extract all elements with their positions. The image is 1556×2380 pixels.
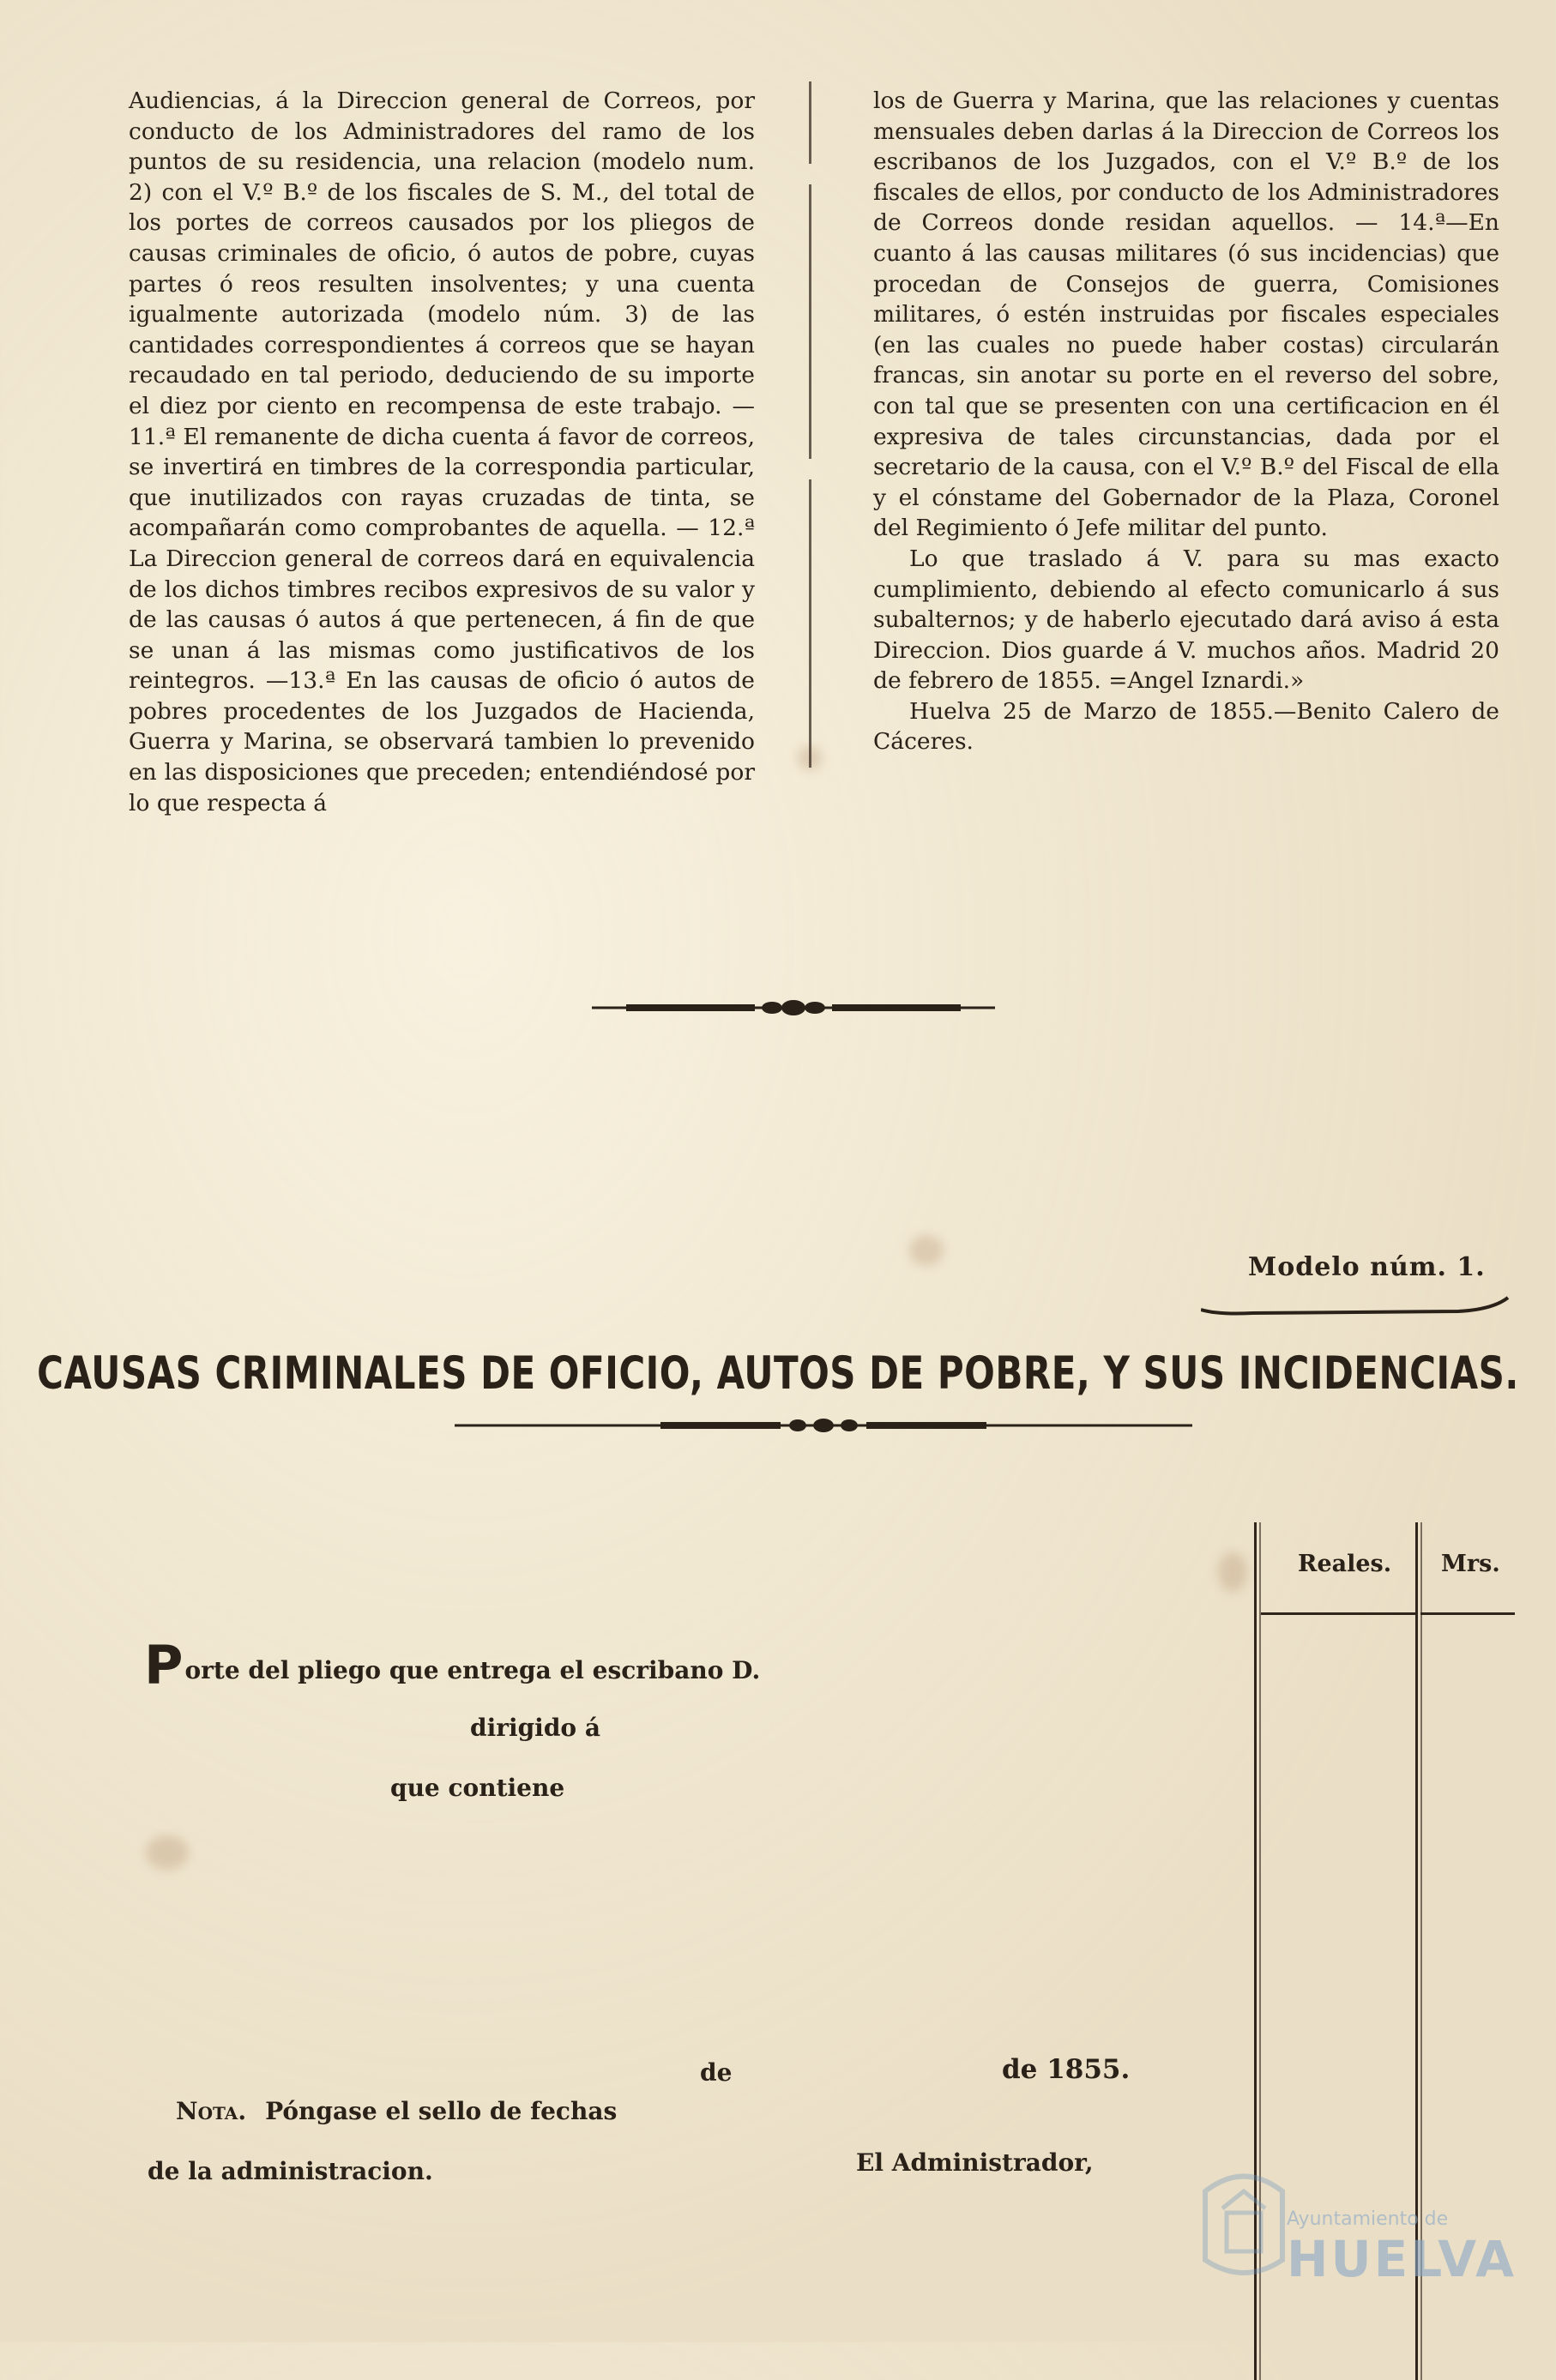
right-paragraph-1: los de Guerra y Marina, que las relaciones y cuentas mensuales deben darlas á la Direccion de Correos los escribanos de los Juzgados, con el V.º B.º de los fiscales de ellos, por conducto de los Administradores de Correos donde residan aquellos. — 14.ª—En cuanto á las causas militares (ó sus incidencias) que procedan de Consejos de guerra, Comisiones militares, ó estén instruidas por fiscales especiales (en las cuales no puede haber costas) circularán francas, sin anotar su porte en el reverso del sobre, con tal que se presenten con una certificacion en él expresiva de tales circunstancias, dada por el secretario de la causa, con el V.º B.º del Fiscal de ella y el cónstame del Gobernador de la Plaza, Coronel del Regimiento ó Jefe militar del punto. [873, 87, 1499, 542]
left-text-column [129, 86, 755, 818]
mrs-header-rule [1420, 1612, 1515, 1615]
ornamental-rule [592, 995, 995, 1021]
form-line-porte-text: orte del pliego que entrega el escribano D. [184, 1656, 761, 1684]
right-paragraph-2: Lo que traslado á V. para su mas exacto cumplimiento, debiendo al efecto comunicarlo á sus subalternos; y de haberlo ejecutado dará aviso á esta Direccion. Dios guarde á V. muchos años. Madrid 20 de febrero de 1855. =Angel Iznardi.» [873, 545, 1499, 695]
nota-text-2: de la administracion. [148, 2157, 433, 2185]
mrs-column-header: Mrs. [1441, 1551, 1500, 1577]
right-text-column [873, 86, 1499, 757]
watermark-line-2: HUELVA [1287, 2230, 1517, 2288]
reales-column-header: Reales. [1298, 1551, 1392, 1577]
title-ornament [455, 1415, 1192, 1436]
drop-cap: P [144, 1634, 184, 1696]
administrador-signature-label: El Administrador, [856, 2148, 1094, 2177]
column-divider [809, 81, 811, 768]
form-line-dirigido: dirigido á [470, 1714, 600, 1742]
date-year: de 1855. [1002, 2054, 1131, 2085]
huelva-seal-icon [1197, 2166, 1291, 2286]
form-line-porte [144, 1634, 760, 1696]
watermark-line-1: Ayuntamiento de [1287, 2208, 1449, 2230]
nota-label: Nota. [176, 2097, 247, 2125]
date-de: de [700, 2058, 733, 2087]
form-line-contiene: que contiene [390, 1774, 565, 1802]
right-paragraph-3: Huelva 25 de Marzo de 1855.—Benito Calero de Cáceres. [873, 697, 1499, 756]
reales-header-rule [1261, 1612, 1415, 1615]
nota-text: Póngase el sello de fechas [265, 2097, 618, 2125]
form-title: CAUSAS CRIMINALES DE OFICIO, AUTOS DE POBRE, Y SUS INCIDENCIAS. [37, 1347, 1519, 1400]
modelo-underline [1201, 1291, 1510, 1317]
left-paragraph: Audiencias, á la Direccion general de Correos, por conducto de los Administradores del ramo de los puntos de su residencia, una relacion (modelo num. 2) con el V.º B.º de los fiscales de S. M., del total de los portes de correos causados por los pliegos de causas criminales de oficio, ó autos de pobre, cuyas partes ó reos resulten insolventes; y una cuenta igualmente autorizada (modelo núm. 3) de las cantidades correspondientes á correos que se hayan recaudado en tal periodo, deduciendo de su importe el diez por ciento en recompensa de este trabajo. —11.ª El remanente de dicha cuenta á favor de correos, se invertirá en timbres de la correspondia particular, que inutilizados con rayas cruzadas de tinta, se acompañarán como comprobantes de aquella. — 12.ª La Direccion general de correos dará en equivalencia de los dichos timbres recibos expresivos de su valor y de las causas ó autos á que pertenecen, á fin de que se unan á las mismas como justificativos de los reintegros. —13.ª En las causas de oficio ó autos de pobres procedentes de los Juzgados de Hacienda, Guerra y Marina, se observará tambien lo prevenido en las disposiciones que preceden; entendiéndosé por lo que respecta á [129, 87, 755, 816]
modelo-label: Modelo núm. 1. [1248, 1252, 1486, 1282]
nota-block [176, 2097, 617, 2125]
